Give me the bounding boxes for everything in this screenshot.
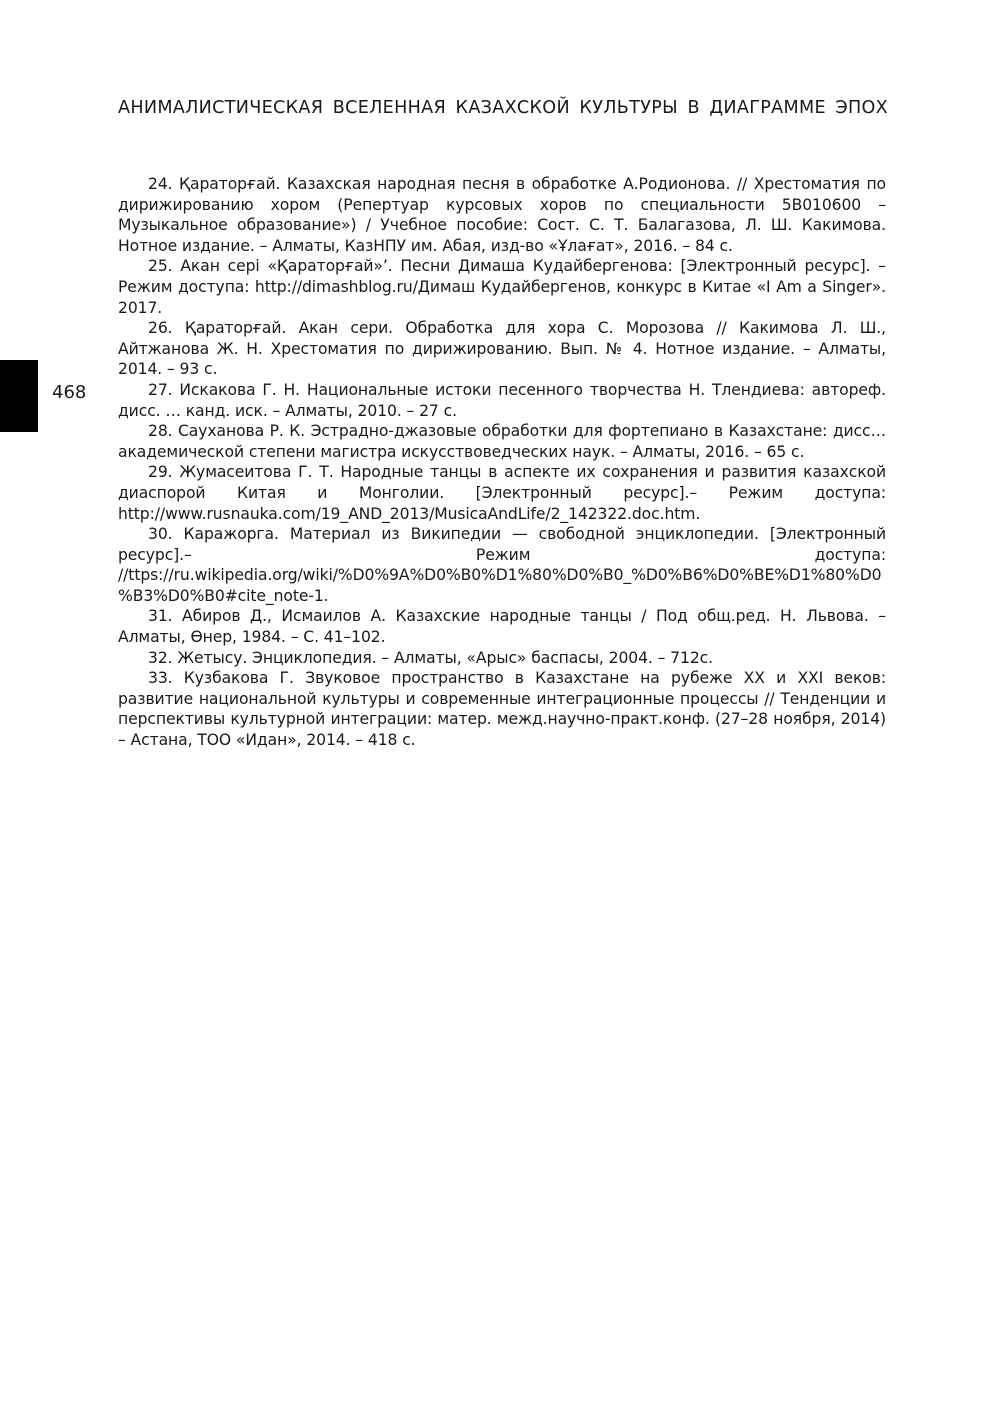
reference-item: 30. Каражорга. Материал из Википедии — свободной энциклопедии. [Электронный ресурс].– Режим доступа: //ttps://ru.wikipedia.org/wiki/%D0%9A%D0%B0%D1%80%D0%B0_%D0%B6%D0%BE%D1%80%D0%B3%D0%B0#cite_note-1. (118, 525, 886, 605)
reference-item: 33. Кузбакова Г. Звуковое пространство в Казахстане на рубеже XX и XXI веков: развитие национальной культуры и современные интеграционные процессы // Тенденции и перспективы культурной интеграции: матер. межд.научно-практ.конф. (27–28 ноября, 2014) – Астана, ТОО «Идан», 2014. – 418 с. (118, 669, 886, 750)
reference-item: 27. Искакова Г. Н. Национальные истоки песенного творчества Н. Тлендиева: автореф. дисс. … канд. иск. – Алматы, 2010. – 27 с. (118, 380, 886, 420)
reference-item: 28. Сауханова Р. К. Эстрадно-джазовые обработки для фортепиано в Казахстане: дисс… академической степени магистра искусствоведческих наук. – Алматы, 2016. – 65 с. (118, 422, 886, 461)
reference-item: 26. Қараторғай. Акан сери. Обработка для хора С. Морозова // Какимова Л. Ш., Айтжанова Ж. Н. Хрестоматия по дирижированию. Вып. № 4. Нотное издание. – Алматы, 2014. – 93 с. (118, 319, 886, 379)
reference-item: 32. Жетысу. Энциклопедия. – Алматы, «Арыс» баспасы, 2004. – 712с. (148, 648, 713, 667)
reference-list (118, 174, 886, 751)
reference-item: 29. Жумасеитова Г. Т. Народные танцы в аспекте их сохранения и развития казахской диаспорой Китая и Монголии. [Электронный ресурс].– Режим доступа: http://www.rusnauka.com/19_AND_2013/MusicaAndLife/2_142322.doc.htm. (118, 463, 886, 523)
reference-item: 31. Абиров Д., Исмаилов А. Казахские народные танцы / Под общ.ред. Н. Львова. – Алматы, Өнер, 1984. – С. 41–102. (118, 607, 886, 647)
page-number: 468 (52, 382, 87, 403)
reference-item: 25. Акан серi «Қараторғай»’. Песни Димаша Кудайбергенова: [Электронный ресурс]. – Режим доступа: http://dimashblog.ru/Димаш Кудайбергенов, конкурс в Китае «I Am a Singer». 2017. (118, 257, 886, 317)
running-header: АНИМАЛИСТИЧЕСКАЯ ВСЕЛЕННАЯ КАЗАХСКОЙ КУЛЬТУРЫ В ДИАГРАММЕ ЭПОХ (118, 98, 888, 118)
page-edge-tab (0, 360, 38, 432)
reference-item: 24. Қараторғай. Казахская народная песня в обработке А.Родионова. // Хрестоматия по дирижированию хором (Репертуар курсовых хоров по специальности 5В010600 – Музыкальное образование») / Учебное пособие: Сост. С. Т. Балагазова, Л. Ш. Какимова. Нотное издание. – Алматы, КазНПУ им. Абая, изд-во «Ұлағат», 2016. – 84 с. (118, 175, 886, 255)
